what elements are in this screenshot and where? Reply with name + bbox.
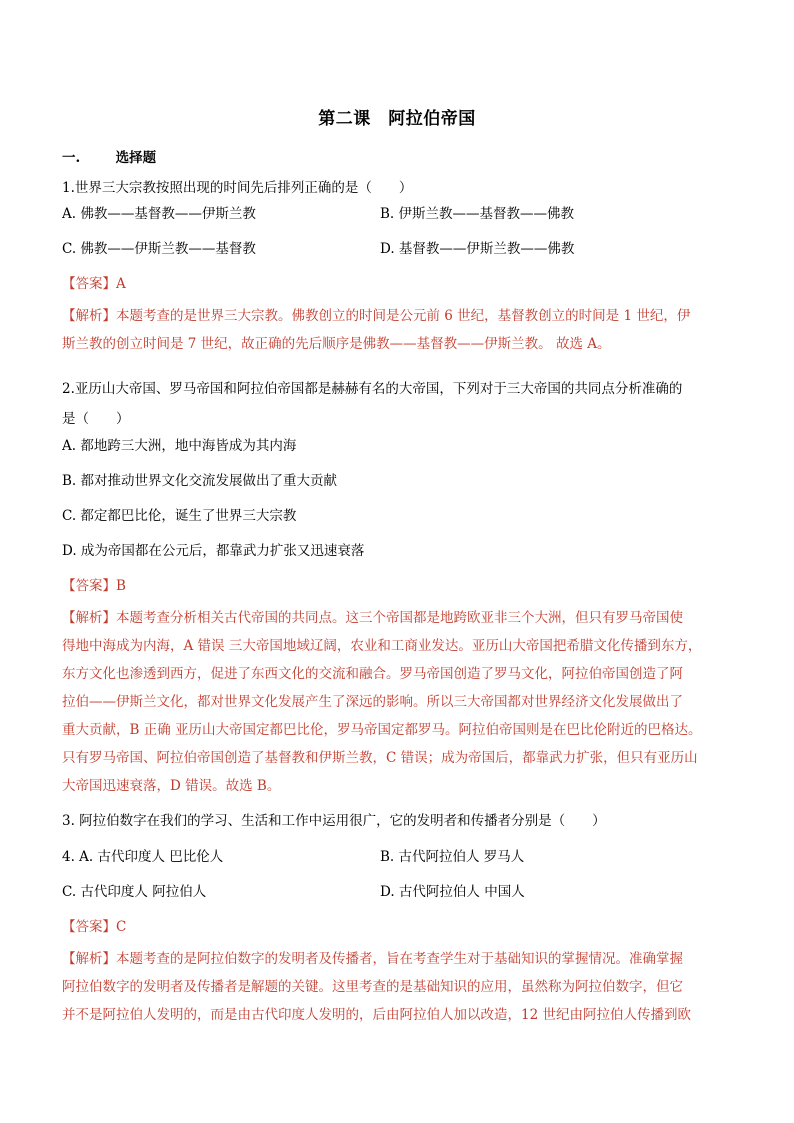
q2-option-a: A. 都地跨三大洲，地中海皆成为其内海 (62, 438, 297, 454)
q2-answer-value: B (116, 578, 126, 594)
q1-option-a: A. 佛教——基督教——伊斯兰教 (62, 206, 256, 222)
q2-analysis-tag: 【解析】 (62, 610, 116, 626)
section-number: 一. (62, 150, 81, 166)
q2-option-b: B. 都对推动世界文化交流发展做出了重大贡献 (62, 473, 338, 489)
q2-analysis-line: 本题考查分析相关古代帝国的共同点。这三个帝国都是地跨欧亚非三个大洲，但只有罗马帝国使 (116, 610, 683, 626)
q3-option-b: B. 古代阿拉伯人 罗马人 (380, 849, 525, 865)
q1-analysis-tag: 【解析】 (62, 308, 116, 324)
q3-stem: 3. 阿拉伯数字在我们的学习、生活和工作中运用很广，它的发明者和传播者分别是（ ） (62, 813, 606, 829)
q1-analysis-line: 斯兰教的创立时间是 7 世纪，故正确的先后顺序是佛教——基督教——伊斯兰教。 故选 A。 (62, 336, 611, 352)
q1-analysis (62, 302, 726, 358)
q2-option-d: D. 成为帝国都在公元后，都靠武力扩张又迅速衰落 (62, 543, 365, 559)
q1-analysis-line: 本题考查的是世界三大宗教。佛教创立的时间是公元前 6 世纪，基督教创立的时间是 1 世纪，伊 (116, 308, 691, 324)
q2-answer (62, 574, 126, 594)
q3-option-a: 4. A. 古代印度人 巴比伦人 (62, 849, 224, 865)
q3-answer-tag: 【答案】 (62, 919, 116, 935)
q2-stem-line: 2.亚历山大帝国、罗马帝国和阿拉伯帝国都是赫赫有名的大帝国，下列对于三大帝国的共同点分析准确的 (62, 381, 683, 397)
q2-analysis (62, 604, 726, 800)
q2-analysis-line: 得地中海成为内海，A 错误 三大帝国地域辽阔，农业和工商业发达。亚历山大帝国把希腊文化传播到东方， (62, 638, 702, 654)
q1-option-b: B. 伊斯兰教——基督教——佛教 (380, 206, 575, 222)
q3-answer (62, 915, 126, 935)
q1-option-d: D. 基督教——伊斯兰教——佛教 (380, 241, 575, 257)
q3-answer-value: C (116, 919, 127, 935)
q3-analysis-line: 阿拉伯数字的发明者及传播者是解题的关键。这里考查的是基础知识的应用，虽然称为阿拉伯数字，但它 (62, 979, 683, 995)
q3-option-d: D. 古代阿拉伯人 中国人 (380, 884, 525, 900)
q2-answer-tag: 【答案】 (62, 578, 116, 594)
q2-analysis-line: 只有罗马帝国、阿拉伯帝国创造了基督教和伊斯兰教，C 错误；成为帝国后，都靠武力扩张，但只有亚历山 (62, 750, 698, 766)
q2-option-c: C. 都定都巴比伦，诞生了世界三大宗教 (62, 508, 297, 524)
q2-analysis-line: 重大贡献，B 正确 亚历山大帝国定都巴比伦，罗马帝国定都罗马。阿拉伯帝国则是在巴比伦附近的巴格达。 (62, 722, 702, 738)
q3-analysis (62, 945, 726, 1029)
q3-analysis-tag: 【解析】 (62, 951, 116, 967)
q1-stem: 1.世界三大宗教按照出现的时间先后排列正确的是（ ） (62, 180, 413, 196)
q2-analysis-line: 东方文化也渗透到西方，促进了东西文化的交流和融合。罗马帝国创造了罗马文化，阿拉伯帝国创造了阿 (62, 666, 683, 682)
q2-analysis-line: 拉伯——伊斯兰文化，都对世界文化发展产生了深远的影响。所以三大帝国都对世界经济文化发展做出了 (62, 694, 683, 710)
q1-answer-tag: 【答案】 (62, 276, 116, 292)
q1-answer (62, 272, 126, 292)
page-title: 第二课 阿拉伯帝国 (318, 109, 476, 129)
section-label: 选择题 (115, 150, 157, 166)
q3-analysis-line: 本题考查的是阿拉伯数字的发明者及传播者，旨在考查学生对于基础知识的掌握情况。准确掌握 (116, 951, 683, 967)
section-heading (62, 146, 156, 166)
q2-stem-line: 是（ ） (62, 411, 130, 427)
q1-answer-value: A (116, 276, 126, 292)
q3-analysis-line: 并不是阿拉伯人发明的，而是由古代印度人发明的，后由阿拉伯人加以改造，12 世纪由阿拉伯人传播到欧 (62, 1007, 691, 1023)
q3-option-c: C. 古代印度人 阿拉伯人 (62, 884, 207, 900)
q2-analysis-line: 大帝国迅速衰落，D 错误。故选 B。 (62, 778, 281, 794)
q1-option-c: C. 佛教——伊斯兰教——基督教 (62, 241, 256, 257)
